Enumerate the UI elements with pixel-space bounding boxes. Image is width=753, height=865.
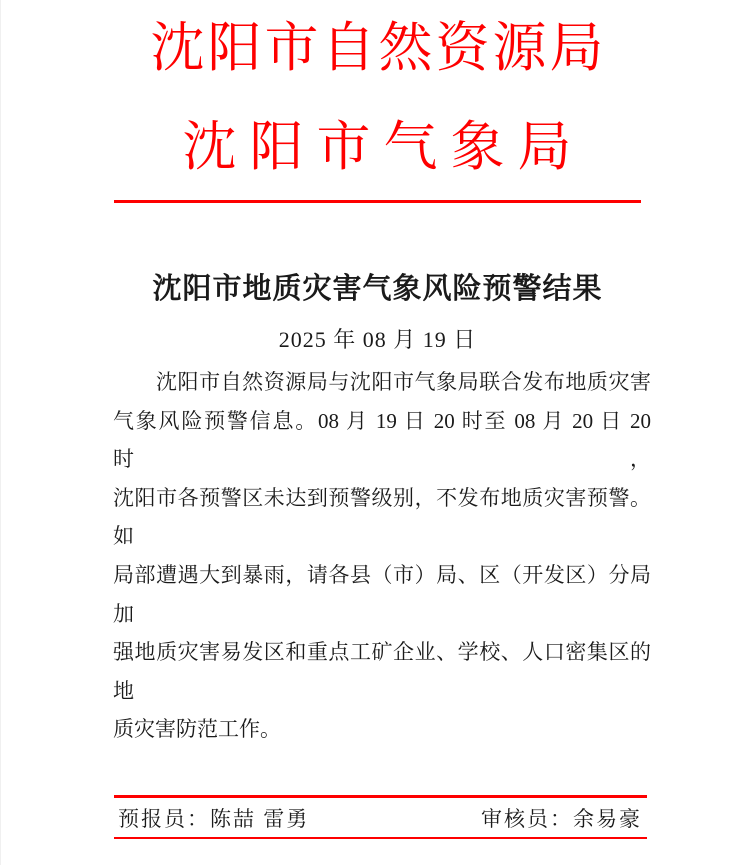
body-paragraph	[113, 363, 651, 749]
document-title: 沈阳市地质灾害气象风险预警结果	[152, 273, 603, 305]
letterhead-org-meteorological: 沈阳市气象局	[182, 117, 585, 177]
body-line: 沈阳市自然资源局与沈阳市气象局联合发布地质灾害	[156, 370, 651, 394]
letterhead-org-natural-resources: 沈阳市自然资源局	[150, 18, 607, 78]
reviewer-name: 审核员：余易豪	[481, 807, 642, 831]
footer-top-rule	[114, 795, 647, 798]
body-line: 质灾害防范工作。	[113, 717, 281, 742]
document-date: 2025 年 08 月 19 日	[278, 327, 477, 352]
body-line: 气象风险预警信息。08 月 19 日 20 时至 08 月 20 日 20 时，	[113, 408, 651, 472]
forecaster-names: 预报员：陈喆 雷勇	[118, 807, 310, 831]
body-line: 强地质灾害易发区和重点工矿企业、学校、人口密集区的地	[113, 640, 651, 703]
footer-bottom-rule	[114, 837, 647, 839]
body-line: 沈阳市各预警区未达到预警级别，不发布地质灾害预警。如	[113, 485, 651, 549]
body-line: 局部遭遇大到暴雨，请各县（市）局、区（开发区）分局加	[113, 562, 651, 626]
letterhead-divider-rule	[114, 200, 641, 203]
signoff-row	[118, 802, 642, 836]
